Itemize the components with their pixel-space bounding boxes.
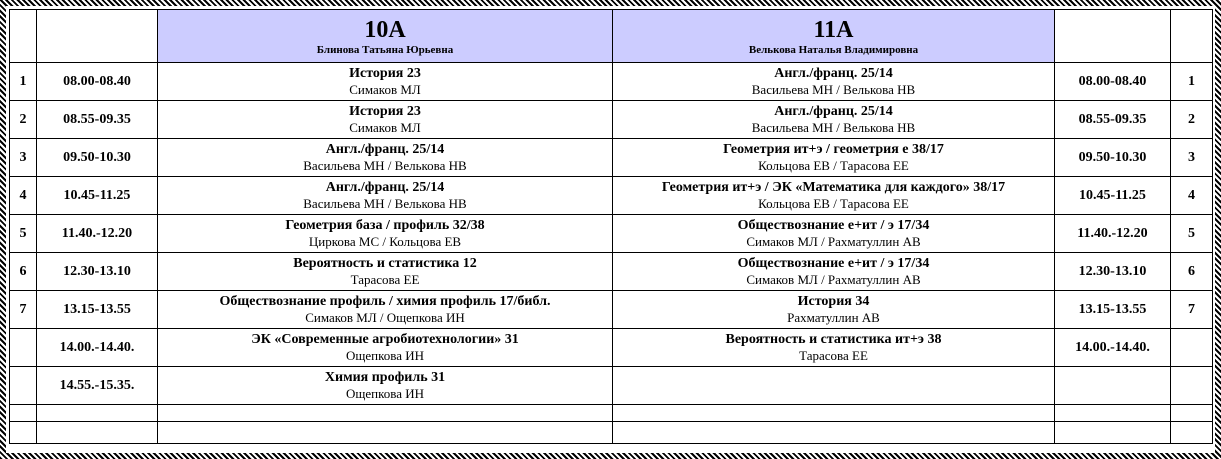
subject: Англ./франц. 25/14 [774, 104, 893, 119]
teacher: Симаков МЛ / Рахматуллин АВ [746, 272, 921, 287]
subject: Геометрия база / профиль 32/38 [285, 218, 485, 233]
lesson-number [10, 177, 37, 215]
teacher: Ощепкова ИН [345, 348, 425, 363]
lesson-cell-10a [158, 329, 613, 367]
lesson-number-text: 5 [1188, 225, 1195, 241]
teacher: Васильева МН / Велькова НВ [303, 158, 467, 173]
class-name: 10А [364, 16, 406, 43]
lesson-number [10, 329, 37, 367]
lesson-time-text: 13.15-13.55 [63, 301, 131, 317]
lesson-row [10, 329, 1213, 367]
lesson-number-text: 7 [1188, 301, 1195, 317]
class-name: 11А [813, 16, 854, 43]
subject: История 23 [349, 66, 421, 81]
empty-cell [158, 405, 613, 422]
lesson-number-text: 3 [1188, 149, 1195, 165]
subject: Вероятность и статистика ит+э 38 [725, 332, 942, 347]
teacher: Симаков МЛ [349, 120, 421, 135]
lesson-number-text: 5 [19, 225, 27, 241]
lesson-number-text: 6 [1188, 263, 1195, 279]
empty-cell [10, 405, 37, 422]
subject: Геометрия ит+э / геометрия е 38/17 [723, 142, 944, 157]
lesson-number-text: 6 [19, 263, 27, 279]
class-teacher: Велькова Наталья Владимировна [748, 43, 919, 56]
lesson-time-right [1055, 177, 1171, 215]
lesson-number-text: 7 [19, 301, 27, 317]
lesson-time-text: 14.00.-14.40. [1075, 339, 1150, 355]
lesson-number-right [1171, 291, 1213, 329]
teacher: Симаков МЛ / Рахматуллин АВ [746, 234, 921, 249]
empty-cell [1055, 405, 1171, 422]
lesson-time [37, 329, 158, 367]
empty-cell [1055, 422, 1171, 444]
subject: Геометрия ит+э / ЭК «Математика для каждого» 38/17 [661, 180, 1006, 195]
lesson-cell-11a [613, 63, 1055, 101]
lesson-time-right [1055, 329, 1171, 367]
lesson-cell-10a [158, 177, 613, 215]
lesson-time-right [1055, 215, 1171, 253]
lesson-time-text: 08.55-09.35 [1078, 111, 1147, 127]
teacher: Васильева МН / Велькова НВ [751, 82, 916, 97]
class-header-10a [158, 10, 613, 63]
lesson-row [10, 253, 1213, 291]
lesson-time-text: 09.50-10.30 [1078, 149, 1147, 165]
lesson-time [37, 291, 158, 329]
teacher: Ощепкова ИН [345, 386, 425, 401]
lesson-cell-11a [613, 367, 1055, 405]
empty-cell [158, 422, 613, 444]
lesson-number-right [1171, 139, 1213, 177]
teacher: Циркова МС / Кольцова ЕВ [308, 234, 462, 249]
empty-cell [613, 422, 1055, 444]
subject: Англ./франц. 25/14 [325, 142, 445, 157]
lesson-number [10, 63, 37, 101]
lesson-row [10, 291, 1213, 329]
empty-cell [37, 405, 158, 422]
subject: Англ./франц. 25/14 [325, 180, 445, 195]
subject: Обществознание е+ит / э 17/34 [737, 256, 930, 271]
lesson-cell-10a [158, 291, 613, 329]
lesson-time [37, 215, 158, 253]
lesson-time-text: 12.30-13.10 [1078, 263, 1147, 279]
teacher: Симаков МЛ / Ощепкова ИН [305, 310, 465, 325]
lesson-time-right [1055, 291, 1171, 329]
empty-cell [613, 405, 1055, 422]
lesson-cell-10a [158, 101, 613, 139]
empty-row [10, 422, 1213, 444]
lesson-number-right [1171, 253, 1213, 291]
lesson-time [37, 101, 158, 139]
lesson-cell-10a [158, 215, 613, 253]
lesson-row [10, 177, 1213, 215]
header-empty-cell [37, 10, 158, 63]
lesson-number-text: 4 [1188, 187, 1195, 203]
lesson-time-text: 14.00.-14.40. [59, 339, 135, 355]
lesson-time [37, 253, 158, 291]
lesson-cell-11a [613, 139, 1055, 177]
class-teacher: Блинова Татьяна Юрьевна [316, 43, 454, 56]
lesson-number-text: 2 [1188, 111, 1195, 127]
lesson-number-right [1171, 367, 1213, 405]
lesson-row [10, 63, 1213, 101]
header-empty-cell [10, 10, 37, 63]
teacher: Кольцова ЕВ / Тарасова ЕЕ [758, 158, 909, 173]
subject: Англ./франц. 25/14 [774, 66, 893, 81]
teacher: Рахматуллин АВ [787, 310, 880, 325]
lesson-cell-11a [613, 101, 1055, 139]
lesson-time-right [1055, 367, 1171, 405]
lesson-time-text: 10.45-11.25 [63, 187, 131, 203]
lesson-cell-11a [613, 215, 1055, 253]
teacher: Тарасова ЕЕ [350, 272, 420, 287]
lesson-time-text: 14.55.-15.35. [59, 377, 135, 393]
header-empty-cell [1055, 10, 1171, 63]
subject: История 23 [349, 104, 421, 119]
lesson-row [10, 101, 1213, 139]
lesson-number-right [1171, 177, 1213, 215]
lesson-number [10, 101, 37, 139]
lesson-time-text: 10.45-11.25 [1079, 187, 1146, 203]
empty-cell [1171, 422, 1213, 444]
header-empty-cell [1171, 10, 1213, 63]
schedule-table [9, 9, 1213, 444]
lesson-time-text: 11.40.-12.20 [61, 225, 133, 241]
lesson-time-right [1055, 139, 1171, 177]
lesson-time-text: 13.15-13.55 [1078, 301, 1147, 317]
lesson-number-right [1171, 215, 1213, 253]
lesson-number [10, 253, 37, 291]
teacher: Кольцова ЕВ / Тарасова ЕЕ [758, 196, 909, 211]
teacher: Симаков МЛ [349, 82, 421, 97]
lesson-cell-10a [158, 63, 613, 101]
lesson-cell-11a [613, 177, 1055, 215]
lesson-cell-10a [158, 253, 613, 291]
lesson-cell-11a [613, 291, 1055, 329]
lesson-time-text: 12.30-13.10 [63, 263, 131, 279]
lesson-number [10, 367, 37, 405]
lesson-cell-10a [158, 139, 613, 177]
lesson-number-text: 1 [19, 73, 27, 89]
subject: Химия профиль 31 [324, 370, 446, 385]
lesson-number-text: 1 [1188, 73, 1195, 89]
lesson-number-text: 3 [19, 149, 27, 165]
subject: ЭК «Современные агробиотехнологии» 31 [251, 332, 519, 347]
lesson-cell-11a [613, 253, 1055, 291]
lesson-row [10, 139, 1213, 177]
lesson-time-text: 08.00-08.40 [1078, 73, 1147, 89]
lesson-time-text: 08.00-08.40 [63, 73, 131, 89]
empty-cell [1171, 405, 1213, 422]
subject: Вероятность и статистика 12 [293, 256, 477, 271]
lesson-row [10, 215, 1213, 253]
lesson-number-text: 2 [19, 111, 27, 127]
lesson-number [10, 291, 37, 329]
lesson-cell-11a [613, 329, 1055, 367]
lesson-time [37, 63, 158, 101]
lesson-cell-10a [158, 367, 613, 405]
lesson-time [37, 139, 158, 177]
lesson-time [37, 367, 158, 405]
lesson-time-text: 09.50-10.30 [63, 149, 131, 165]
lesson-time-text: 11.40.-12.20 [1077, 225, 1148, 241]
lesson-number-text: 4 [19, 187, 27, 203]
lesson-number [10, 139, 37, 177]
empty-cell [10, 422, 37, 444]
lesson-number [10, 215, 37, 253]
teacher: Васильева МН / Велькова НВ [303, 196, 467, 211]
class-header-11a [613, 10, 1055, 63]
lesson-number-right [1171, 329, 1213, 367]
lesson-time-text: 08.55-09.35 [63, 111, 131, 127]
subject: История 34 [797, 294, 870, 309]
lesson-time-right [1055, 101, 1171, 139]
lesson-time-right [1055, 253, 1171, 291]
lesson-time [37, 177, 158, 215]
teacher: Васильева МН / Велькова НВ [751, 120, 916, 135]
subject: Обществознание е+ит / э 17/34 [737, 218, 930, 233]
empty-cell [37, 422, 158, 444]
lesson-number-right [1171, 101, 1213, 139]
empty-row [10, 405, 1213, 422]
lesson-row [10, 367, 1213, 405]
lesson-time-right [1055, 63, 1171, 101]
teacher: Тарасова ЕЕ [799, 348, 868, 363]
lesson-number-right [1171, 63, 1213, 101]
subject: Обществознание профиль / химия профиль 17/библ. [219, 294, 551, 309]
header-row [10, 10, 1213, 63]
